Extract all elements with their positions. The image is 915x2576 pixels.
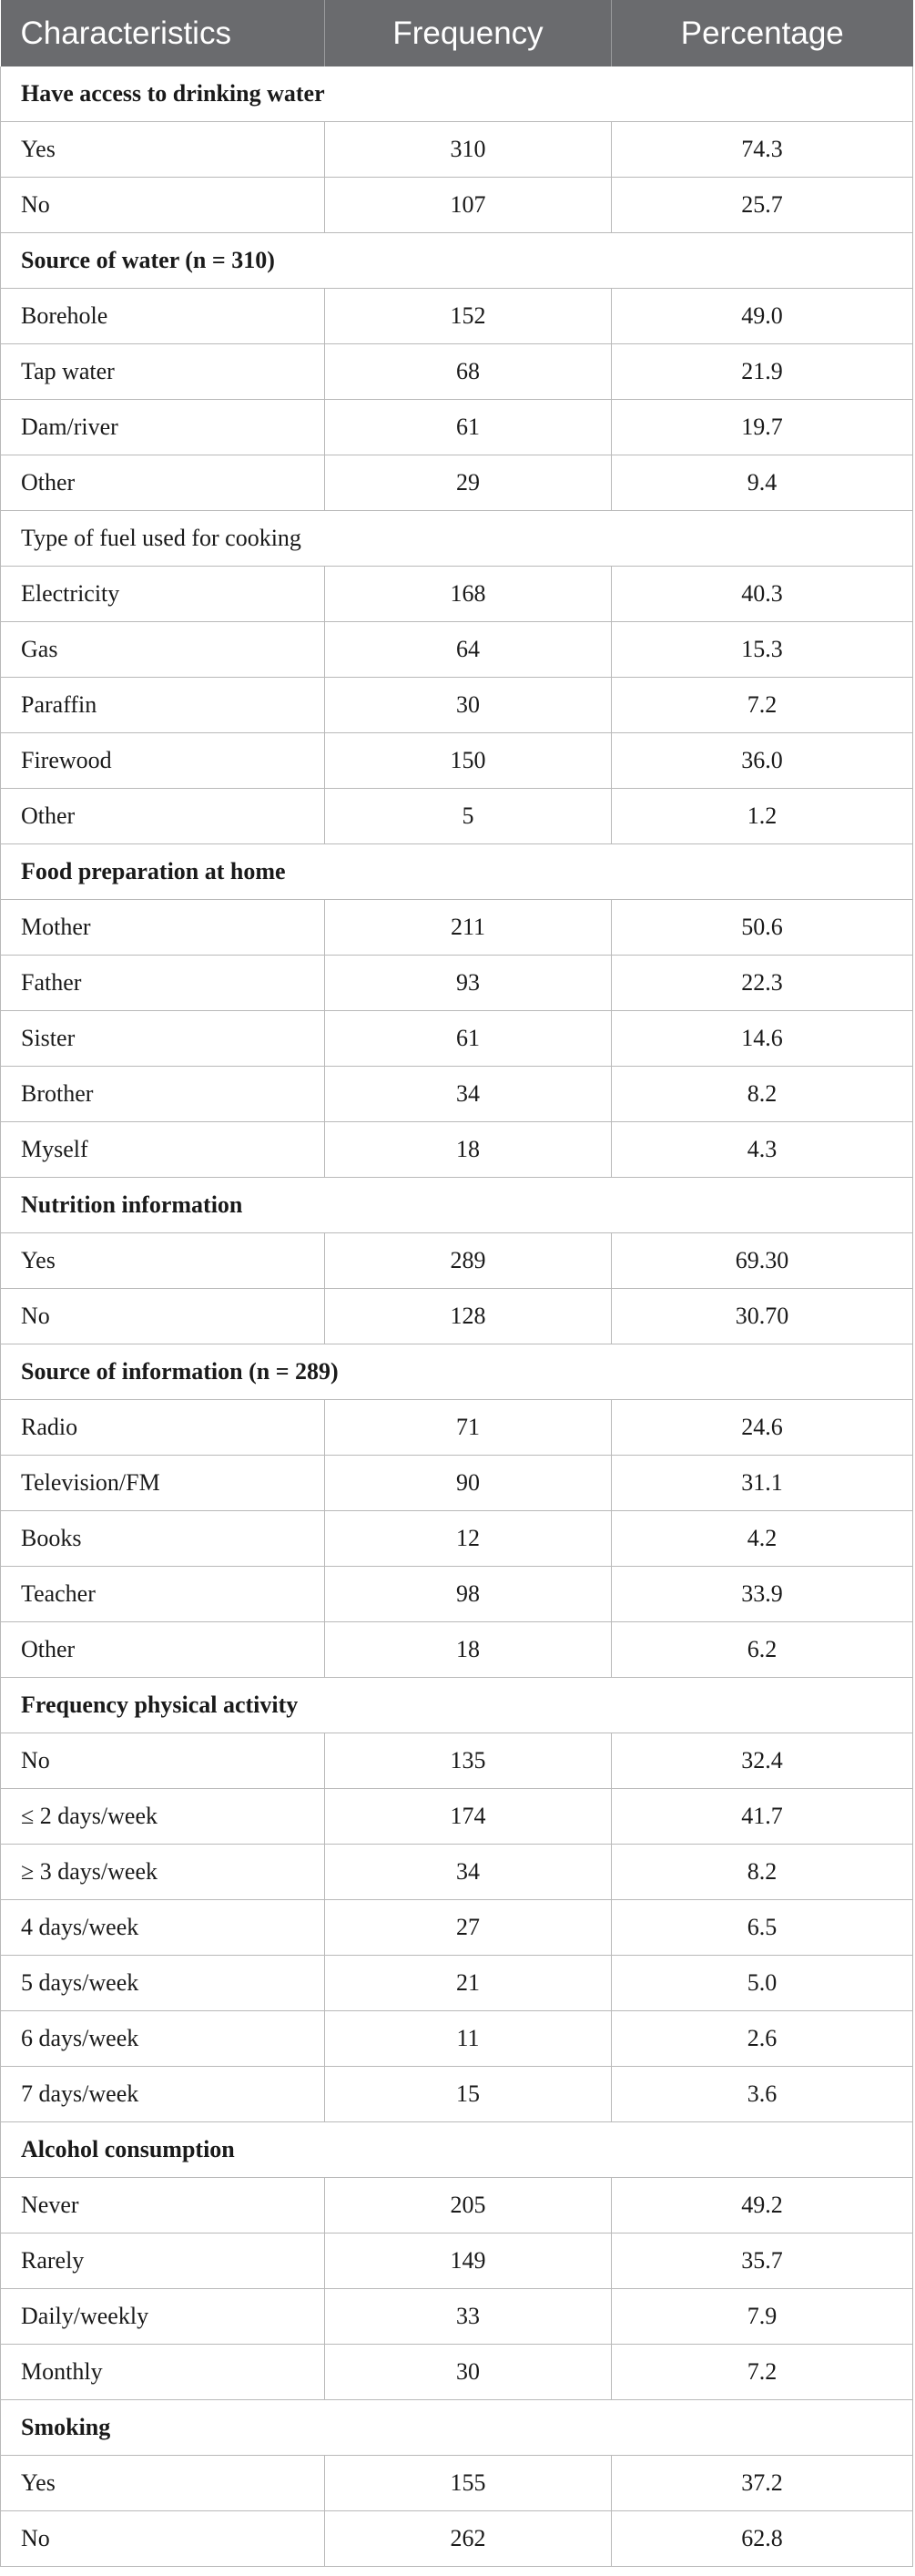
row-frequency: 155 [325,2456,612,2511]
row-percentage: 3.6 [612,2067,913,2122]
row-frequency: 12 [325,1511,612,1567]
row-frequency: 29 [325,455,612,511]
table-row [1,1456,913,1511]
section-row [1,233,913,289]
row-percentage: 4.3 [612,1122,913,1178]
row-frequency: 149 [325,2234,612,2289]
table-row [1,622,913,678]
row-label: Never [1,2178,325,2234]
table-row [1,1400,913,1456]
row-label: Gas [1,622,325,678]
row-label: Brother [1,1067,325,1122]
row-percentage: 49.0 [612,289,913,344]
section-heading: Have access to drinking water [1,66,913,122]
table-row [1,1011,913,1067]
row-percentage: 1.2 [612,789,913,844]
section-heading: Source of water (n = 310) [1,233,913,289]
row-label: Other [1,455,325,511]
header-characteristics: Characteristics [1,0,325,66]
row-percentage: 41.7 [612,1789,913,1845]
row-frequency: 174 [325,1789,612,1845]
row-frequency: 168 [325,567,612,622]
row-percentage: 31.1 [612,1456,913,1511]
row-label: No [1,2511,325,2567]
row-percentage: 36.0 [612,733,913,789]
row-frequency: 90 [325,1456,612,1511]
row-percentage: 7.9 [612,2289,913,2345]
table-row [1,1289,913,1344]
table-row [1,2011,913,2067]
section-row [1,844,913,900]
table-row [1,289,913,344]
table-row [1,2234,913,2289]
row-label: Myself [1,1122,325,1178]
row-percentage: 32.4 [612,1733,913,1789]
row-label: Other [1,1622,325,1678]
row-percentage: 37.2 [612,2456,913,2511]
table-row [1,1956,913,2011]
row-label: Rarely [1,2234,325,2289]
row-label: Paraffin [1,678,325,733]
section-row [1,66,913,122]
row-frequency: 11 [325,2011,612,2067]
section-row [1,1178,913,1233]
row-percentage: 35.7 [612,2234,913,2289]
row-percentage: 6.5 [612,1900,913,1956]
row-frequency: 61 [325,1011,612,1067]
table-row [1,1622,913,1678]
row-percentage: 9.4 [612,455,913,511]
row-frequency: 5 [325,789,612,844]
row-frequency: 27 [325,1900,612,1956]
row-percentage: 14.6 [612,1011,913,1067]
row-percentage: 24.6 [612,1400,913,1456]
table-row [1,2511,913,2567]
row-label: Television/FM [1,1456,325,1511]
table-row [1,344,913,400]
row-frequency: 15 [325,2067,612,2122]
section-row [1,1344,913,1400]
section-row [1,2122,913,2178]
row-frequency: 107 [325,178,612,233]
row-label: 5 days/week [1,1956,325,2011]
row-percentage: 69.30 [612,1233,913,1289]
row-label: 4 days/week [1,1900,325,1956]
row-frequency: 128 [325,1289,612,1344]
row-label: Yes [1,2456,325,2511]
row-frequency: 262 [325,2511,612,2567]
section-heading: Type of fuel used for cooking [1,511,913,567]
table-row [1,2178,913,2234]
row-frequency: 289 [325,1233,612,1289]
row-percentage: 7.2 [612,678,913,733]
row-label: Yes [1,1233,325,1289]
table-row [1,2289,913,2345]
row-percentage: 49.2 [612,2178,913,2234]
table-row [1,1067,913,1122]
row-label: Sister [1,1011,325,1067]
row-percentage: 8.2 [612,1067,913,1122]
table-row [1,900,913,956]
row-label: Radio [1,1400,325,1456]
row-label: Monthly [1,2345,325,2400]
row-frequency: 211 [325,900,612,956]
table-row [1,1733,913,1789]
row-frequency: 68 [325,344,612,400]
section-row [1,511,913,567]
header-frequency: Frequency [325,0,612,66]
header-percentage: Percentage [612,0,913,66]
table-row [1,400,913,455]
row-frequency: 33 [325,2289,612,2345]
row-percentage: 19.7 [612,400,913,455]
table-row [1,2456,913,2511]
row-label: Other [1,789,325,844]
row-label: No [1,1289,325,1344]
table-row [1,789,913,844]
table-row [1,733,913,789]
row-frequency: 93 [325,956,612,1011]
row-frequency: 71 [325,1400,612,1456]
row-label: No [1,1733,325,1789]
row-percentage: 62.8 [612,2511,913,2567]
row-percentage: 8.2 [612,1845,913,1900]
section-heading: Source of information (n = 289) [1,1344,913,1400]
table-row [1,455,913,511]
row-label: ≥ 3 days/week [1,1845,325,1900]
row-frequency: 30 [325,678,612,733]
table-row [1,567,913,622]
row-label: Tap water [1,344,325,400]
row-label: Father [1,956,325,1011]
row-percentage: 25.7 [612,178,913,233]
row-percentage: 4.2 [612,1511,913,1567]
row-frequency: 34 [325,1067,612,1122]
row-frequency: 152 [325,289,612,344]
row-label: Dam/river [1,400,325,455]
section-heading: Smoking [1,2400,913,2456]
row-frequency: 30 [325,2345,612,2400]
table-row [1,2067,913,2122]
section-row [1,2400,913,2456]
row-frequency: 310 [325,122,612,178]
row-percentage: 21.9 [612,344,913,400]
row-percentage: 40.3 [612,567,913,622]
row-label: Mother [1,900,325,956]
row-label: Borehole [1,289,325,344]
table-header-row [1,0,913,66]
row-percentage: 2.6 [612,2011,913,2067]
row-label: 7 days/week [1,2067,325,2122]
table-row [1,1122,913,1178]
table-row [1,1789,913,1845]
row-label: Electricity [1,567,325,622]
table-row [1,1900,913,1956]
table-row [1,678,913,733]
table-row [1,1567,913,1622]
row-frequency: 18 [325,1122,612,1178]
table-row [1,1845,913,1900]
row-percentage: 15.3 [612,622,913,678]
row-frequency: 205 [325,2178,612,2234]
row-percentage: 50.6 [612,900,913,956]
row-percentage: 7.2 [612,2345,913,2400]
row-label: Firewood [1,733,325,789]
table-row [1,178,913,233]
row-frequency: 150 [325,733,612,789]
row-percentage: 6.2 [612,1622,913,1678]
row-frequency: 64 [325,622,612,678]
row-label: Teacher [1,1567,325,1622]
table-row [1,956,913,1011]
row-percentage: 33.9 [612,1567,913,1622]
section-heading: Frequency physical activity [1,1678,913,1733]
section-heading: Food preparation at home [1,844,913,900]
row-frequency: 61 [325,400,612,455]
table-row [1,122,913,178]
table-body [1,66,913,2567]
row-frequency: 21 [325,1956,612,2011]
row-label: Daily/weekly [1,2289,325,2345]
row-percentage: 5.0 [612,1956,913,2011]
row-frequency: 18 [325,1622,612,1678]
row-label: Yes [1,122,325,178]
row-percentage: 74.3 [612,122,913,178]
table-row [1,1511,913,1567]
section-heading: Nutrition information [1,1178,913,1233]
row-frequency: 98 [325,1567,612,1622]
section-heading: Alcohol consumption [1,2122,913,2178]
row-label: 6 days/week [1,2011,325,2067]
table-row [1,1233,913,1289]
row-label: ≤ 2 days/week [1,1789,325,1845]
row-frequency: 34 [325,1845,612,1900]
section-row [1,1678,913,1733]
row-percentage: 30.70 [612,1289,913,1344]
row-label: Books [1,1511,325,1567]
row-percentage: 22.3 [612,956,913,1011]
table-row [1,2345,913,2400]
row-label: No [1,178,325,233]
row-frequency: 135 [325,1733,612,1789]
